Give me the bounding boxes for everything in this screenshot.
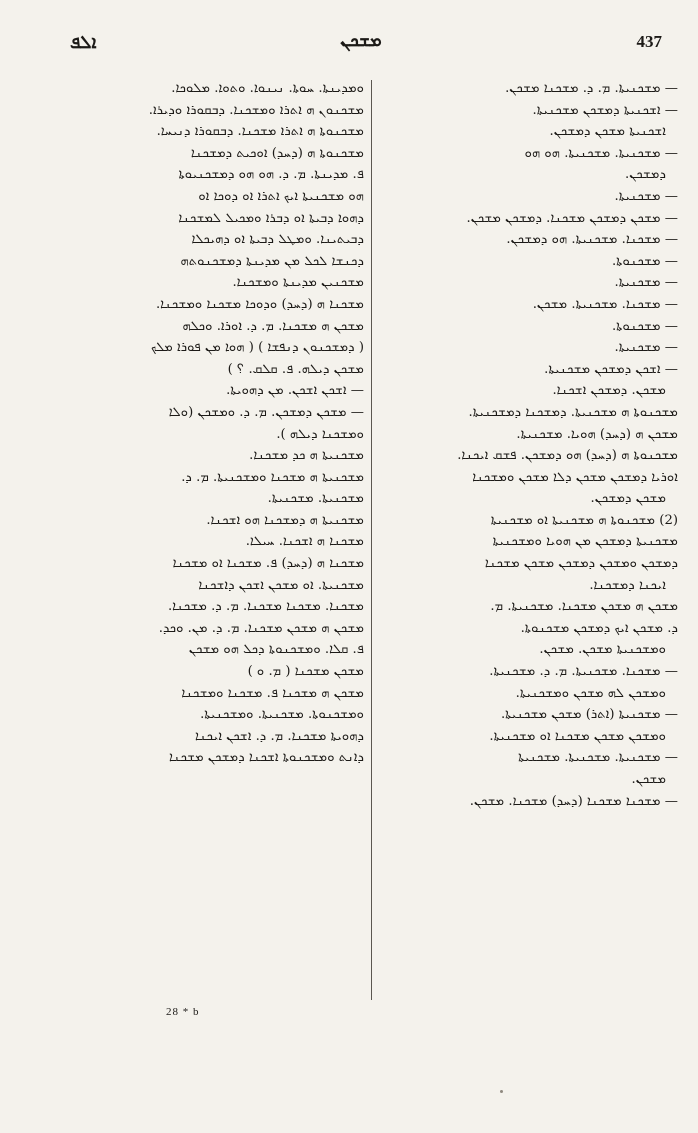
entry-line: — ܐܫܟܢܝܬܐ ܕܡܫܟܢ ܡܫܟܢܝܬܐ. <box>532 102 678 118</box>
entry-line: (2) ܡܫܟܢܘܬܐ ܗ ܡܫܟܢܝܬܐ ܐܘ ܡܫܟܢܝܬܐ <box>490 512 678 528</box>
entry-line: — ܡܫܟܢܝܬܐ. <box>614 340 678 356</box>
entry-line: ܡܫܟܢܝܬܐ ܗ ܕܡܫܟܢܐ ܗܘ ܐܫܟܢܐ. <box>206 512 364 528</box>
entry-line: ܕܡܫܟܢ ܘܡܫܟܢ ܕܡܫܟܢ ܡܫܟܢ ܡܫܟܢܐ <box>484 556 678 572</box>
entry-line: ܘܡܫܟܢܝܬܐ ܡܫܟܢ. ܡܫܟܢ. <box>539 642 666 658</box>
entry-line: ܡܫܟܢ ܗ (ܕܚܕ) ܗܘܝܐ. ܡܫܟܢܝܬܐ. <box>516 426 678 442</box>
running-head-left: ܐܠܦ <box>70 32 97 53</box>
signature-mark: 28 * b <box>166 1006 200 1018</box>
entry-line: — ܡܫܟܢܝܬܐ. ܡܫܟܢܝܬܐ. ܗܘ ܗܘ <box>524 145 678 161</box>
column-divider <box>371 80 372 1000</box>
entry-line: ܡܫܟܢ ܗ ܡܫܟܢܐ ܦ. ܡܫܟܢܐ ܘܡܫܟܢܐ <box>181 685 364 701</box>
entry-line: ܡܫܟܢ ܕܝܠܗ. ܦ. ܩܠܩ. ؟ ) <box>227 361 364 377</box>
entry-line: ܡܫܟܢ ܗ ܡܫܟܢܐ. ܡ. ܕ. ܐܘܪܐ. ܘܟܠܗ <box>182 318 364 334</box>
entry-line: ܐܫܟܢܝܬܐ ܡܫܟܢ ܕܡܫܟܢ. <box>549 124 666 140</box>
entry-line: ܕܟܢܫܐ ܠܟܠ ܡܢ ܡܕܝܢܬܐ ܕܡܫܟܢܘܬܗ <box>180 253 364 269</box>
entry-line: ܡܫܟܢ ܕܡܫܟܢ. <box>590 491 666 507</box>
entry-line: ܘܡܫܟܢ ܠܗ ܡܫܟܢ ܘܡܫܟܢܝܬܐ. <box>515 685 666 701</box>
entry-line: — ܐܫܟܢ ܕܡܫܟܢ ܡܫܟܢܝܬܐ. <box>544 361 678 377</box>
entry-line: ܡܫܟܢܘܬܐ ܗ ܐܬܪܐ ܡܫܟܢܐ. ܕܒܩܘܪܐ ܕܢܝܚܐ. <box>156 124 364 140</box>
entry-line: ܐܘܪܝܐ ܕܡܫܟܢ ܡܫܟܢ ܕܠܐ ܡܫܟܢ ܘܡܫܟܢܐ <box>472 469 678 485</box>
running-head <box>60 26 662 62</box>
entry-line: ܡܫܟܢܘܬܐ ܗ (ܕܚܕ) ܗܘ ܕܡܫܟܢ. ܦܫܩ ܐܝܟܢܐ. <box>457 448 678 464</box>
entry-line: ܕܡܫܟܢ. <box>625 167 666 183</box>
entry-line: ܕܒܝܬܝܢܐ. ܘܡܛܠ ܕܒܝܬܐ ܐܘ ܕܗܝܟܠܐ <box>191 232 364 248</box>
entry-line: ܗܘ ܡܫܟܢܝܬܐ ܐܝܟ ܐܬܪܐ ܐܘ ܕܘܟܐ ܐܘ <box>198 188 364 204</box>
entry-line: — ܡܫܟܢܘܬܐ. <box>611 318 678 334</box>
entry-line: ܐܝܟܢܐ ܕܡܫܟܢܐ. <box>589 577 666 593</box>
entry-line: — ܡܫܟܢ ܕܡܫܟܢ. ܡ. ܕ. ܘܡܫܟܢ (ܘܠܐ <box>168 404 364 420</box>
entry-line: ܡܫܟܢܐ ܗ (ܕܚܕ) ܘܕܘܟܐ ܡܫܟܢܐ ܘܡܫܟܢܐ. <box>155 296 364 312</box>
entry-line: ܡܫܟܢܝܬܐ ܗ ܡܫܟܢܐ ܘܡܫܟܢܝܬܐ. ܡ. ܕ. <box>181 469 364 485</box>
entry-line: ܡܫܟܢܝܬܐ. ܐܘ ܡܫܟܢ ܐܫܟܢ ܕܐܫܟܢܐ <box>198 577 364 593</box>
entry-line: ܡܫܟܢܐ ܗ ܐܫܟܢܐ. ܚܝܠܐ. <box>245 534 364 550</box>
entry-line: — ܡܫܟܢܘܬܐ. <box>611 253 678 269</box>
entry-line: — ܡܫܟܢ ܕܡܫܟܢ ܡܫܟܢܐ. ܕܡܫܟܢ ܡܫܟܢ. <box>466 210 678 226</box>
entry-line: ܕܗܘܐ ܕܒܝܬܐ ܐܘ ܕܒܪܐ ܘܡܟܝܠ ܠܡܫܟܢܐ <box>178 210 364 226</box>
entry-line: ܡܫܟܢ ܗ ܡܫܟܢ ܡܫܟܢܐ. ܡ. ܕ. ܡܢ. ܘܟܕ. <box>158 620 364 636</box>
entry-line: — ܡܫܟܢܐ. ܡܫܟܢܝܬܐ. ܡܫܟܢ. <box>532 296 678 312</box>
entry-line: ܡܫܟܢܝܬܐ. ܡܫܟܢܝܬܐ. <box>267 491 364 507</box>
entry-line: ( ܕܡܫܟܢܘܢ ܕܢܦܫܐ ) ( ܗܘܐ ܡܢ ܦܘܪܐ ܡܠܟ <box>151 340 364 356</box>
running-head-title: ܡܫܟܢ <box>340 30 382 51</box>
entry-line: ܡܫܟܢܘܬܐ ܗ ܡܫܟܢܝܬܐ. ܕܡܫܟܢܐ ܕܡܫܟܢܝܬܐ. <box>468 404 678 420</box>
entry-line: ܦ. ܩܠܐ. ܘܡܫܟܢܘܬܐ ܕܟܠ ܗܘ ܡܫܟܢ <box>188 642 364 658</box>
entry-line: ܕܗܘܝܬܐ ܡܫܟܢܐ. ܡ. ܕ. ܐܫܟܢ ܐܝܟܢܐ <box>195 728 364 744</box>
entry-line: ܕ. ܡܫܟܢ ܐܝܟ ܕܡܫܟܢ ܡܫܟܢܘܬܐ. <box>520 620 678 636</box>
entry-line: — ܡܫܟܢܝܬܐ. <box>614 275 678 291</box>
entry-line: ܡܫܟܢ. <box>631 772 666 787</box>
entry-line: ܕܐܢܬ ܘܡܫܟܢܘܬܐ ܐܫܟܢܐ ܕܡܫܟܢ ܡܫܟܢܐ <box>168 750 364 766</box>
entry-line: ܘܡܫܟܢ ܡܫܟܢ ܡܫܟܢܐ ܐܘ ܡܫܟܢܝܬܐ. <box>489 728 666 744</box>
entry-line: ܘܡܫܟܢܐ ܕܝܠܗ ). <box>276 426 364 442</box>
entry-line: ܘܡܫܟܢܘܬܐ. ܡܫܟܢܝܬܐ. ܘܡܫܟܢܝܬܐ. <box>200 707 364 723</box>
entry-line: — ܡܫܟܢܝܬܐ (ܐܬܪ) ܡܫܟܢ ܡܫܟܢܝܬܐ. <box>500 707 678 723</box>
entry-line: ܡܫܟܢ. ܕܡܫܟܢ ܐܫܟܢܐ. <box>552 383 666 399</box>
entry-line: ܡܫܟܢܝܬܐ ܗ ܟܕ ܡܫܟܢܐ. <box>249 448 364 464</box>
entry-line: — ܡܫܟܢܐ. ܡܫܟܢܝܬܐ. ܡ. ܕ. ܡܫܟܢܝܬܐ. <box>489 664 678 680</box>
entry-line: — ܡܫܟܢܐ ܡܫܟܢܐ (ܕܚܕ) ܡܫܟܢܐ. ܡܫܟܢ. <box>469 793 678 809</box>
entry-line: ܡܫܟܢ ܗ ܡܫܟܢ ܡܫܟܢܐ. ܡܫܟܢܝܬܐ. ܡ. <box>490 599 678 615</box>
page-number: 437 <box>636 32 662 51</box>
paper-speck <box>500 1090 503 1093</box>
entry-line: ܡܫܟܢܘܬܐ ܗ (ܕܚܕ) ܐܘܟܝܬ ܕܡܫܟܢܐ <box>190 145 364 161</box>
right-column <box>380 78 678 812</box>
entry-line: — ܡܫܟܢܐ. ܡܫܟܢܝܬܐ. ܗܘ ܕܡܫܟܢ. <box>506 232 678 248</box>
left-column <box>66 78 364 769</box>
entry-line: ܡܫܟܢܐ. ܡܫܟܢܐ ܡܫܟܢܐ. ܡ. ܕ. ܡܫܟܢܐ. <box>167 599 364 615</box>
entry-line: ܡܫܟܢܐ ܗ (ܕܚܕ) ܦ. ܡܫܟܢܐ ܐܘ ܡܫܟܢܐ <box>172 556 364 572</box>
entry-line: ܡܫܟܢ ܡܫܟܢܐ ( ܡ. ܘ ) <box>247 664 364 680</box>
entry-line: — ܡܫܟܢܝܬܐ. ܡܫܟܢܝܬܐ. ܡܫܟܢܝܬܐ <box>518 750 678 766</box>
entry-line: — ܡܫܟܢܝܬܐ. <box>614 188 678 204</box>
entry-line: ܘܡܕܝܢܬܐ. ܚܘܬܐ. ܢܝܢܘܐ. ܘܬܘܐ. ܡܠܘܟܐ. <box>171 81 364 96</box>
entry-line: ܦ. ܡܕܝܢܬܐ. ܡ. ܕ. ܗܘ ܗܘ ܕܡܫܟܢܝܘܬܐ <box>178 167 364 183</box>
entry-line: ܡܫܟܢܝܬܐ ܕܡܫܟܢ ܡܢ ܗܘܝܐ ܘܡܫܟܢܝܬܐ <box>492 534 678 550</box>
entry-line: ܡܫܟܢܝܢ ܡܕܝܢܬܐ ܘܡܫܟܢܐ. <box>232 275 364 291</box>
entry-line: — ܡܫܟܢܝܬܐ. ܡ. ܕ. ܡܫܟܢܐ ܡܫܟܢ. <box>505 81 678 96</box>
entry-line: ܡܫܟܢܘܢ ܗ ܐܬܪܐ ܘܡܫܟܢܐ. ܕܒܩܘܪܐ ܘܕܝܪܐ. <box>148 102 364 118</box>
entry-line: — ܐܫܟܢ ܐܫܟܢ. ܡܢ ܕܗܘܝܬܐ. <box>226 383 364 399</box>
